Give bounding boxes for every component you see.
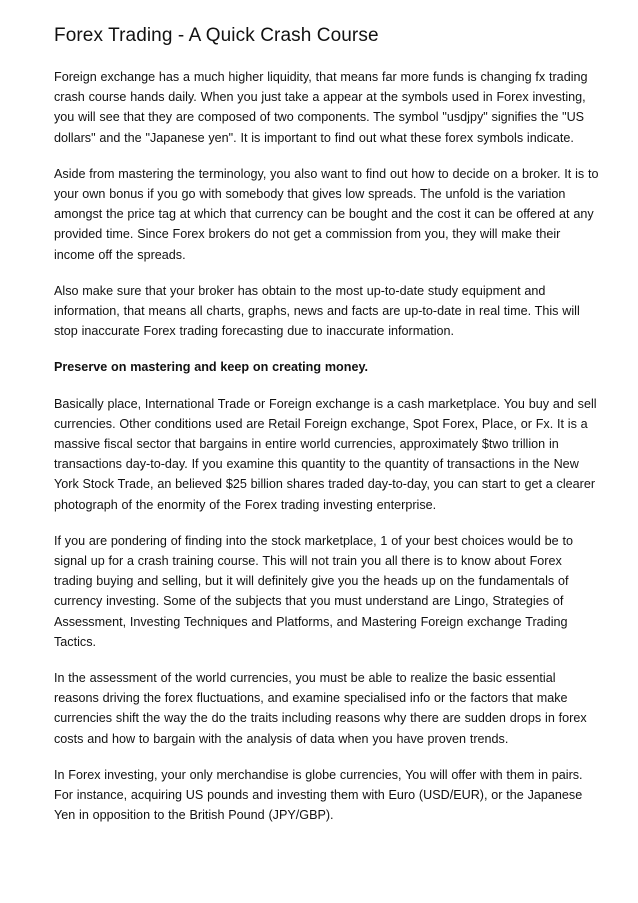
paragraph-currency-pairs: In Forex investing, your only merchandise is globe currencies, You will offer with them in pairs. For instance, acquiring US pounds and investing them with Euro (USD/EUR), or the Japanese Yen in opposition to the British Pound (JPY/GBP). bbox=[54, 767, 583, 823]
paragraph-crash-course: If you are pondering of finding into the stock marketplace, 1 of your best choices would be to signal up for a crash training course. This will not train you all there is to know about Forex trading buying and selling, but it will definitely give you the heads up on the fundamentals of currency investing. Some of the subjects that you must understand are Lingo, Strategies of Assessment, Investing Techniques and Platforms, and Mastering Foreign exchange Trading Tactics. bbox=[54, 533, 573, 649]
paragraph-research-tools: Also make sure that your broker has obtain to the most up-to-date study equipment and information, that means all charts, graphs, news and facts are up-to-date in real time. This will stop inaccurate Forex trading forecasting due to inaccurate information. bbox=[54, 283, 580, 339]
document-page bbox=[54, 24, 599, 842]
bold-heading: Preserve on mastering and keep on creating money. bbox=[54, 360, 369, 375]
paragraph-marketplace: Basically place, International Trade or Foreign exchange is a cash marketplace. You buy and sell currencies. Other conditions used are Retail Foreign exchange, Spot Forex, Place, or Fx. It is a massive fiscal sector that bargains in entire world currencies, approximately $two trillion in transactions day-to-day. If you examine this quantity to the quantity of transactions in the New York Stock Trade, an believed $25 billion shares traded day-to-day, you can start to get a clearer photograph of the enormity of the Forex trading investing enterprise. bbox=[54, 396, 597, 512]
paragraph-broker: Aside from mastering the terminology, you also want to find out how to decide on a broker. It is to your own bonus if you go with somebody that gives low spreads. The unfold is the variation amongst the price tag at which that currency can be bought and the cost it can be offered at any provided time. Since Forex brokers do not get a commission from you, they will make their income off the spreads. bbox=[54, 166, 599, 262]
paragraph-symbols: Foreign exchange has a much higher liquidity, that means far more funds is changing fx trading crash course hands daily. When you just take a appear at the symbols used in Forex investing, you will see that they are composed of two components. The symbol "usdjpy" signifies the "US dollars" and the "Japanese yen". It is important to find out what these forex symbols indicate. bbox=[54, 70, 588, 145]
paragraph-assessment: In the assessment of the world currencies, you must be able to realize the basic essential reasons driving the forex fluctuations, and examine specialised info or the factors that make currencies shift the way the do the traits including reasons why there are sudden drops in forex costs and how to bargain with the analysis of data when you have proven trends. bbox=[54, 671, 587, 746]
page-title: Forex Trading - A Quick Crash Course bbox=[54, 25, 379, 46]
